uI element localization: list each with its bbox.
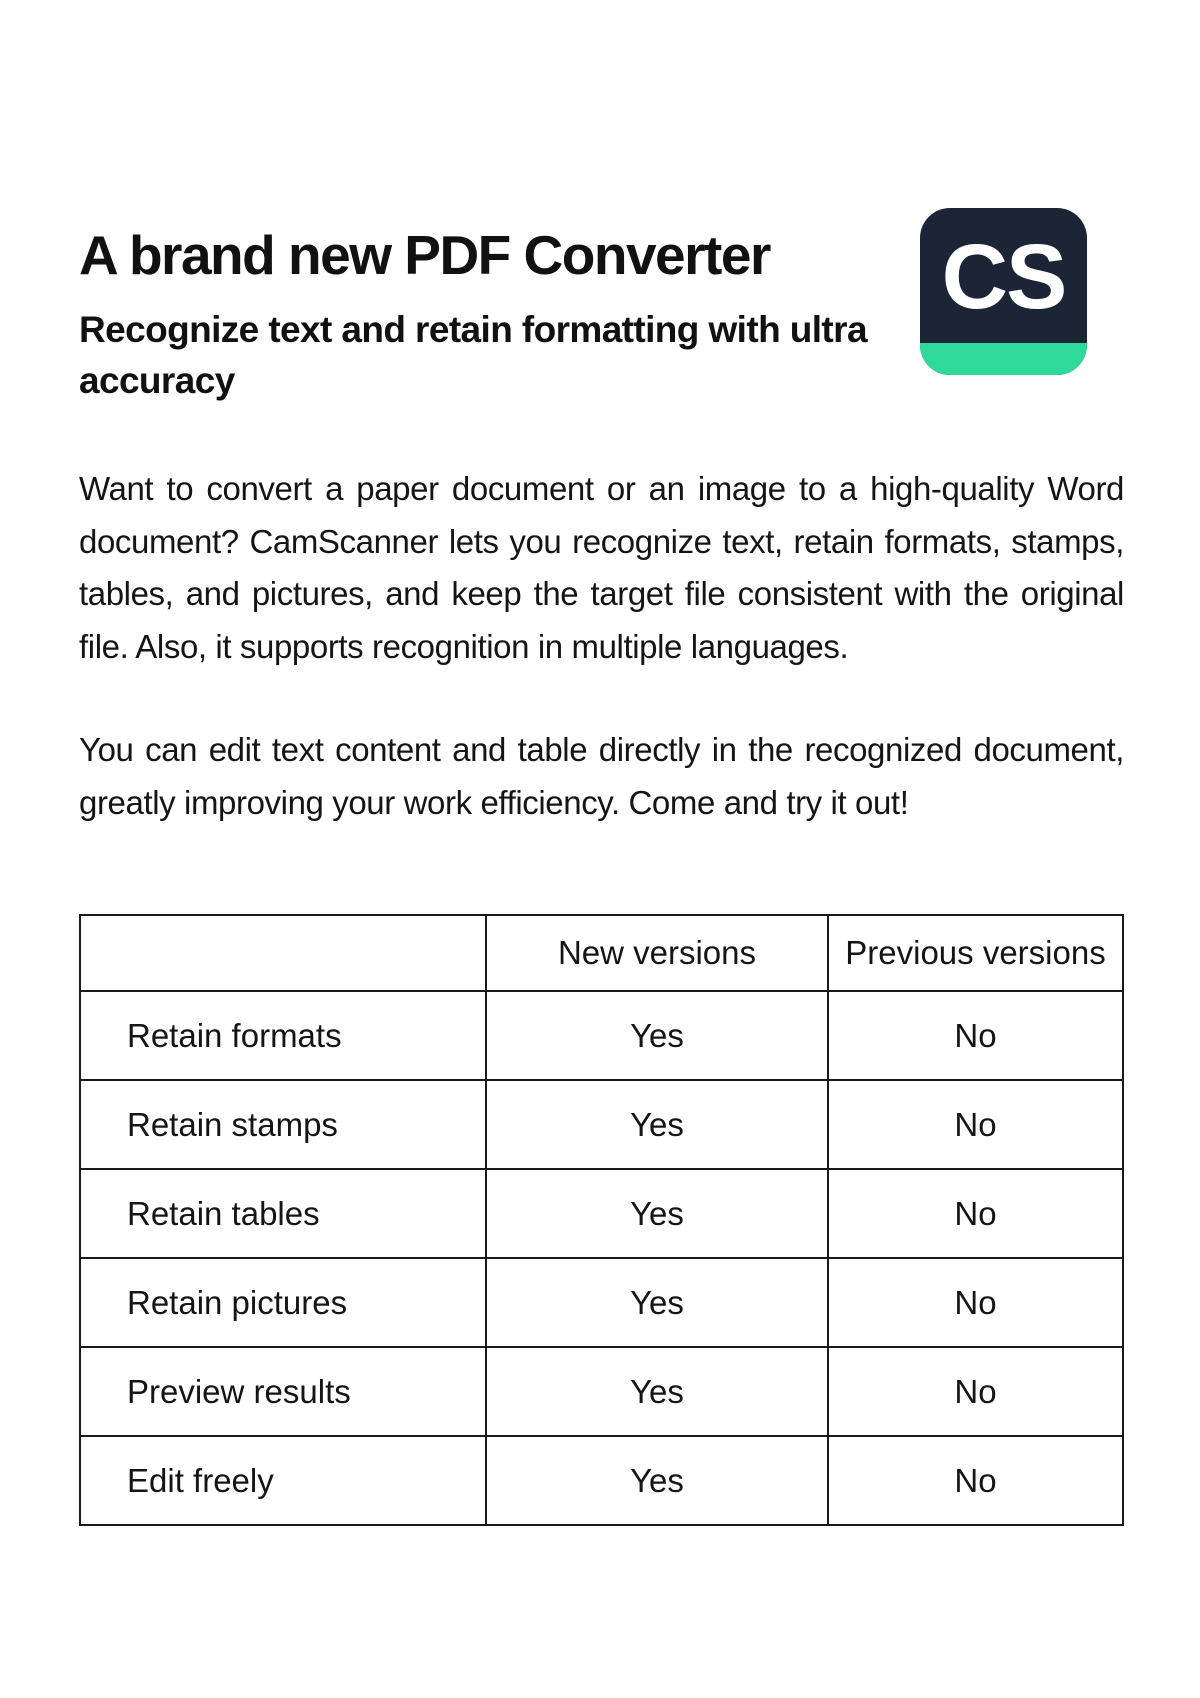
new-version-cell: Yes <box>486 1258 828 1347</box>
table-row <box>80 991 1123 1080</box>
new-version-cell: Yes <box>486 1169 828 1258</box>
camscanner-logo-icon <box>920 208 1087 375</box>
header-new-versions: New versions <box>486 915 828 991</box>
new-version-cell: Yes <box>486 1080 828 1169</box>
previous-version-cell: No <box>828 1258 1123 1347</box>
feature-cell: Retain stamps <box>80 1080 486 1169</box>
table-row <box>80 1258 1123 1347</box>
previous-version-cell: No <box>828 1169 1123 1258</box>
edit-paragraph: You can edit text content and table directly in the recognized document, greatly improving your work efficiency. Come and try it out! <box>79 731 1124 821</box>
logo-text: CS <box>941 226 1066 328</box>
feature-cell: Preview results <box>80 1347 486 1436</box>
page-subtitle: Recognize text and retain formatting with ultra accuracy <box>79 309 867 401</box>
previous-version-cell: No <box>828 1436 1123 1525</box>
previous-version-cell: No <box>828 1080 1123 1169</box>
page-title: A brand new PDF Converter <box>79 224 770 286</box>
table-row <box>80 1347 1123 1436</box>
table-row <box>80 1169 1123 1258</box>
feature-cell: Retain tables <box>80 1169 486 1258</box>
feature-cell: Retain pictures <box>80 1258 486 1347</box>
table-header-row <box>80 915 1123 991</box>
feature-cell: Retain formats <box>80 991 486 1080</box>
feature-cell: Edit freely <box>80 1436 486 1525</box>
previous-version-cell: No <box>828 1347 1123 1436</box>
previous-version-cell: No <box>828 991 1123 1080</box>
header-previous-versions: Previous versions <box>828 915 1123 991</box>
table-row <box>80 1436 1123 1525</box>
table-row <box>80 1080 1123 1169</box>
comparison-table <box>79 914 1124 1526</box>
new-version-cell: Yes <box>486 1347 828 1436</box>
new-version-cell: Yes <box>486 991 828 1080</box>
header-feature <box>80 915 486 991</box>
logo-accent-band <box>920 343 1087 375</box>
new-version-cell: Yes <box>486 1436 828 1525</box>
intro-paragraph: Want to convert a paper document or an image to a high-quality Word document? CamScanner lets you recognize text, retain formats, stamps, tables, and pictures, and keep the target file consistent with the original file. Also, it supports recognition in multiple languages. <box>79 470 1124 665</box>
